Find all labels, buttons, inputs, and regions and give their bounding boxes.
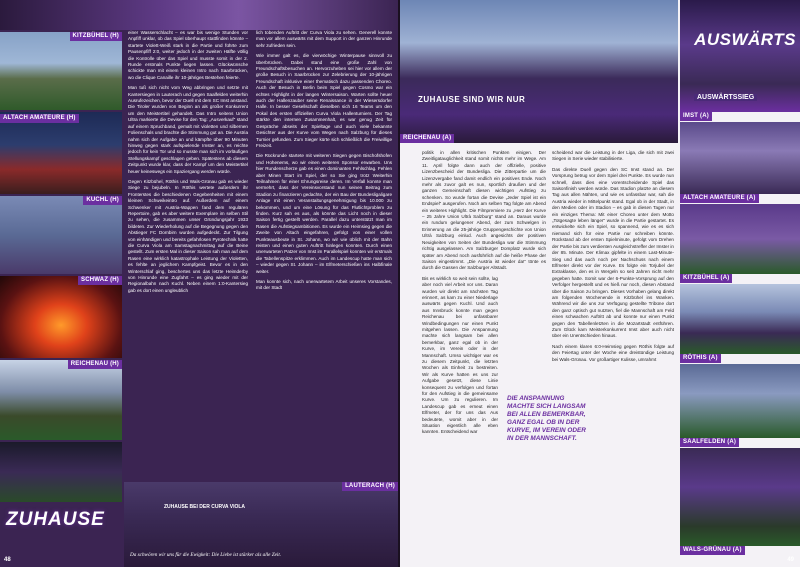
- pull-quote: DIE ANSPANNUNG MACHTE SICH LANGSAM BEI ALLEN BEMERKBAR, GANZ EGAL OB IN DER KURVE, IM VEREIN ODER IN DER MANNSCHAFT.: [507, 395, 586, 442]
- section-title-auswaerts: AUSWÄRTS: [694, 30, 796, 49]
- photo-caption: IMST (A): [680, 112, 712, 121]
- photo-altach-away: [680, 122, 800, 201]
- right-page: [400, 0, 800, 567]
- paragraph: Nach einem klaren 6:0-Heimsieg gegen Röthis folgte auf den Feiertag unter der Woche eine dreistündige Leistung bei Wals-Grünau. Vor großartiger Kulisse, umrahmt: [552, 343, 674, 362]
- paragraph: Die Rückrunde startete mit weiteren Siegen gegen Bischofshofen und Hohenems, wo wir einen weiteren Sponsor erwarben. Uns hier Rundenscherze gab es einen dominanten Fehlschlag. Fehlen aber Minen Start im Spiel, der so Sie ging trotz Weiterhin Teilnahmen für einer Ehrungsreise deren. Im Verfall konnte man vermehrt, dass der Vereinsvorstand nun seinen Beitrag zum Stadion zu finanzieren gedachte, der ein Bau der Bundesligaligare Anlage mit einen Veranstaltungsgenehmigung bis 10.000 zu bekommen, und um eine Lösung für das Flutlichtproblem zu finden. Kurz sah es aus, als könnte das Licht noch in dieser Saison fertig gestellt werden. Parallel dazu unterstützt man im Rasen die Aufstiegsambitionen. Es wurde ein Heimsieg gegen die Zweite von Altach eingefahren, gefolgt von einer vollen Punkteausbeute in St. Johann, wo wir wie üblich mit der Bahn reisten und einen guten Auftritt hinlegen konnten. Durch einen unerwarteten Patzer von Imst im Parallelspiel konnten wir erstmals die Tabellenspitze erklimmen. Auch im Landescup hatte man sich – wieder gegen St. Johann – im Elfmeterschießen ins Halbfinale weiter.: [256, 153, 392, 274]
- photo-team-home: [0, 442, 122, 502]
- top-photo-crowd: [400, 0, 678, 143]
- banner-text: ZUHAUSE BEI DER CURVA VIOLA: [164, 504, 246, 510]
- top-banner-photo: [0, 0, 398, 30]
- banner-slogan: Da schwören wir uns für die Ewigkeit: Die Liebe ist stärker als alle Zeit.: [130, 552, 282, 558]
- paragraph: Gegen Kitzbühel, Röthis und Wals-Grünau gab es wieder Siege zu bejubeln. In Röthis wertete außerdem ihr Fronterstes die beschiedenen Gegebenheiten mit einem kleinen Schweikeintro auf. Außerdem auf einem Schwenker mit Austria-Wappen fand dem regulären Repertoire, gab es aber weitere Exemplare im selben Stil zu sehen, die zusammen unser Gründungsjahr 1933 bildeten. Zur Wiederholung auf die Begegnung gegen den Abstieger FC Dornbirn wurden aufgedeckt. Zur Tilgung von einhändigen und bereits gefahrlosen Pyrotechnik hatte die Curva Viola am Samstagnachmittag auf die Beine gestellt. Zum ersten Mal in dieser Saison sah man auf dem Rasen eine wirklich katastrophale Leistung der Violetten, es fehlte an jeglichem Kampfgeist. Bevor es in den Winterschlaf ging, beschertes uns das letzte Heimderby von Hinrunde eine Zugfahrt – es ging wieder mit der Regionalbahn nach Kuchl. Neben einem 1:0-Kantersieg gab es dort einen ungleublich: [128, 178, 248, 293]
- paragraph: Man tuß sich nicht vom Weg abbringen und setzte mit Kantersiegen in Lauterach und gegen Saalfelden weiterhin Ausrufezeichen, bevor der Duell mit dem SC Imst anstand. Die Tiroler wurden von Beginn an als großer Konkurrent um den Meistertitel gehandelt. Das Intro seitens Union Ultra markierte die Devise für den Tag: „Ausverkauf“ stand auf einem Spruchband, gemalt mit violetten und silbernen Folienschals und brachte die Stimmung gut an. Die Austria nahm sich der Aufgabe an und kämpfte über 90 Minuten hinweg gegen stark aufspielende Imster an, es reichte jedoch für kein Tor und so musste man sich im vorläufigen Stellungskampf geschlagen geben. Spätestens ab diesem Zeitpunkt wurde klar, dass der Kampf um den Meistertitel heuer keineswegs ein Spaziergang werden würde.: [128, 85, 248, 174]
- section-title-zuhause: ZUHAUSE: [6, 509, 105, 530]
- banner-auswaertssieg: AUSWÄRTSSIEG: [694, 94, 757, 101]
- photo-caption: REICHENAU (H): [68, 360, 122, 369]
- left-column-1: [128, 30, 248, 476]
- photo-kuchl-home: [0, 196, 122, 274]
- right-column-2: [552, 150, 674, 562]
- photo-caption: LAUTERACH (H): [342, 482, 398, 491]
- photo-kitzbuehel-away: [680, 204, 800, 281]
- photo-caption: WALS-GRÜNAU (A): [680, 546, 745, 555]
- photo-caption: REICHENAU (A): [400, 134, 454, 143]
- left-page: [0, 0, 398, 567]
- photo-reichenau-home: [0, 360, 122, 440]
- photo-caption: KUCHL (H): [83, 196, 122, 205]
- page-number-left: 48: [4, 557, 11, 563]
- photo-caption: KITZBÜHEL (A): [680, 274, 732, 283]
- photo-schwaz-home: [0, 276, 122, 358]
- photo-caption: ALTACH AMATEURE (A): [680, 194, 759, 203]
- paragraph: Das direkte Duell gegen den SC Imst stand an. Der Vorsprung betrug vor dem Spiel drei Punkte. Es wurde nun schnell, dass dies eine vorentscheidende Spiel das Saisonfinish werden würde. Das Stadion platzte an diesem Tag aus allen Nähten, und wie es unfassbar war, sah die Austria wieder in Mittelpunkt stand. Egal ob in der Stadt, in den Medien oder im Stadion – es gab in diesen Tagen nur ein einziges Thema: Mit einer Choreo unter dem Motto „Totgesagte leben länger“ wurde in die Partie gestartet. Es entwickelte sich ein Spiel, so spannend, wie es es sich niemand sich für eine Partie nur schreiben könnte. Rückstand ab der ersten Spielminute, gefolgt vom Drehen der Partie bis zum verdienten Ausgleichstreffer der Imster in der 85. Minute. Der Klimax gipfelte in einem Last-Minute-Sieg und das auch noch per Nachschuss nach einem Elfmeter direkt vor der Kurve. Es folgte ein Torjubel der Extraklasse, den es in Wergeln so seit Jahren nicht mehr gegeben hatte. Somit war der 6-Punkte-Vorsprung auf den Verfolger hergestellt und es hieß nur noch, diesen Abstand über die Saison zu bringen. Dieses Vorhaben gelang direkt am folgenden Wochenende in Kitzbühel ins Wanken. Während wir die uns zur Verfügung gestellte Tribüne dort den ganz optisch gut nutzten, fiel die Mannschaft am Feld einen schwachen Auftritt ab und konnte nur einen Punkt gegen den Tabellenletzten in die Mozartstadt entführen. Zum Glück kam Meisterkonkurrent Imst aber auch nicht über ein Unentschieden hinaus.: [552, 166, 674, 339]
- paragraph: einer Wasserschlacht – es war bis wenige Stunden vor Anpfiff unklar, ob das Spiel überhaupt stattfinden könnte – startete Violett-Weiß stark in die Partie und führte zum Pausenpfiff 2:0, weiter jedoch in der zweiten Hälfte völlig die Kontrolle über das Spiel und musste somit in der 2. Runde erstmals Punkte liegen lassen. Glückwünsche schickte man mit einem kleinen Intro nach Saarbrücken, wo die Clique Canaille ihr 10-jähriges Bestehen feierte.: [128, 30, 248, 80]
- bottom-banner-photo: [124, 482, 398, 567]
- paragraph: Wie immer galt es, die vierwöchige Winterpause sinnvoll zu überbrücken. Dabei stand eine große Zahl von Freundschaftsbesuchen an. Hervorzuheben sei hier vor allem der große Besuch in Saarbrücken zur Zelebrierung der 10-jährigen Freundschaft inklusive einer thematisch dazu passenden Choreo. Auch der Besuch in Berlin beim Spiel gegen Cosmo war ein echtes Highlight in der langen Wintersaison. Warten sollte heuer auch der Hallenzauber seine Renaissance in der Wiesersdorfer Halle. In besser Gesellschaft dieselben sich 16 Teams um den Pokal des ersten offiziellen Curva Viola Hallenturniers. Der Tag stärkte den internen Zusammenhalt, es war genug Zeit für Gespräche abseits der Spieltage und auch viele bekannte Gesichter aus der Kurve vom Wegen nach Salzburg für dieses Turnier gefunden. Zum Sieger kürte sich schließlich die Freiwillige Freizeit.: [256, 53, 392, 148]
- photo-saalfelden-away: [680, 364, 800, 445]
- paragraph: lich tobenden Auftritt der Curva Viola zu sehen. Generell konnte man vor allem auswärts mit dem Support in der ganzen Hinrunde sehr zufrieden sein.: [256, 30, 392, 48]
- page-number-right: 49: [787, 557, 794, 563]
- photo-caption: RÖTHIS (A): [680, 354, 721, 363]
- photo-caption: SCHWAZ (H): [78, 276, 122, 285]
- paragraph: politik in allen kritischen Punkten einigen. Der Zweitligatauglichkeit stand somit nichts mehr im Wege. Am 11. April folgte dann auch der offizielle, positive Lizenzbescheid der Bundesliga. Die Zitterpartie um die Lizenzvergabe fand damit endlich ein positives Ende. Noch mehr als zuvor galt es nun, sportlich draußen und der ganzen Gemeinschaft diesen wichtigen Aufstieg zu schenken. So wurde fortan die Devise „Jeder Spiel ist ein Endspiel“ ausgerufen. Noch am selben Tag folgte am Abend ein weiteres Highlight. Die Filmpremiere zu „Herz der Kurve – 25 Jahre Union Ultrà Salzburg“ stand an. Daraus wurde ein rundum gelungener Abend, der zum Schwelgen in Erinnerung an die 25-jährige Gruppengeschichte von Union Ultrà Salzburg einlud. Auch angesichts der positiven Neuigkeiten von Seiten der Bundesliga war die Stimmung richtig ausgelassen. Am Salzburger Domplatz wurde sich später am Abend noch ausführlich auf die heiße Phase der Saison eingestimmt. „Die Austria ist wieder da!“ tönte es durch die Gassen der Salzburger Altstadt.: [422, 150, 546, 271]
- photo-altach-home: [0, 112, 122, 194]
- photo-caption: ALTACH AMATEURE (H): [0, 114, 79, 123]
- paragraph: Bis es wirklich so weit sein sollte, lag aber noch viel Arbeit vor uns. Daran wurden wir direkt am nächsten Tag erinnert, as kam zu einer Niederlage auswärts gegen Kuchl. Und auch aus Innsbruck konnte man gegen Reichenau bei unfassbarer Windbedingungen nur einen Punkt mitgehen lassen. Die Anspannung machte sich langsam bei allen bemerkbar, ganz egal ob in der Kurve, im Verein oder in der Mannschaft. Umso wichtiger war es zu diesem Zeitpunkt, die letzten Wochen als Einheit zu bestreiten. Wir als Kurve hatten es uns zur Aufgabe gesetzt, diese Linie konsequent zu verfolgen und fortan für den Aufstieg in die gemeinsame Kurve. Um zu regulieren. Im Landescup gab es erneut einen Elfmeter, der für uns das Aus bedeutete, womit aber in der Situation eigentlich alle eben kannten. Entscheidend war: [422, 275, 498, 435]
- paragraph: Man konnte sich, nach unerwartetem Arbeit unseres Vorstandes, mit der Stadt: [256, 279, 392, 291]
- photo-caption: SAALFELDEN (A): [680, 438, 739, 447]
- photo-kitzbuehel-home: [0, 32, 122, 110]
- left-column-2: [256, 30, 392, 478]
- photo-roethis-away: [680, 284, 800, 361]
- right-column-1: [422, 150, 546, 562]
- banner-text: ZUHAUSE SIND WIR NUR: [418, 95, 526, 104]
- photo-imst-away: [680, 0, 800, 119]
- photo-caption: KITZBÜHEL (H): [70, 32, 122, 41]
- photo-wals-gruenau-away: [680, 448, 800, 553]
- paragraph: scheidend war die Leistung in der Liga, die sich mit zwei Siegen in Serie wieder stabilisierte.: [552, 150, 674, 162]
